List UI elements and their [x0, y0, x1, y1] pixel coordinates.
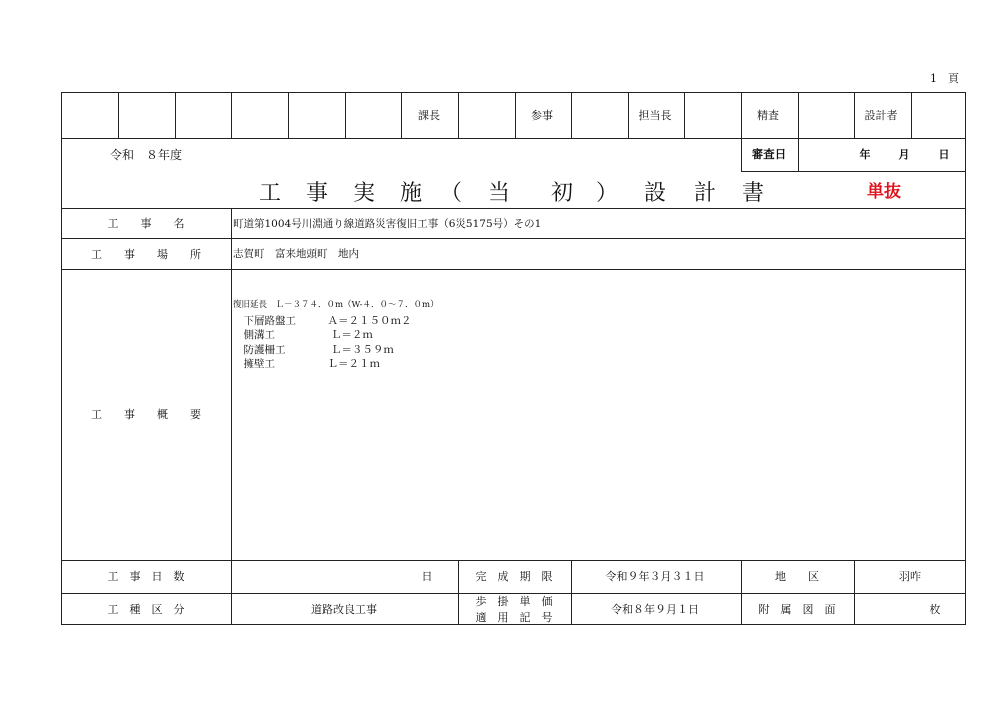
title-char: ） — [595, 180, 620, 206]
summary-line: 下層路盤工 Ａ＝２１５０ｍ２ — [233, 315, 412, 327]
title-char: 実 — [352, 180, 377, 206]
work-category-value: 道路改良工事 — [311, 603, 377, 616]
title-char: （ — [439, 180, 464, 206]
title-char: 書 — [741, 180, 766, 206]
location-label: 工 事 場 所 — [91, 247, 201, 261]
approval-label-inspection: 精査 — [757, 109, 779, 122]
location-value: 志賀町 富来地頭町 地内 — [233, 248, 359, 260]
attachments-unit: 枚 — [929, 603, 941, 616]
unit-price-value: 令和８年９月１日 — [611, 603, 699, 616]
badge-tan-batsu: 単抜 — [867, 181, 901, 202]
title-char: 初 — [550, 180, 575, 206]
attachments-label: 附 属 図 面 — [758, 603, 836, 616]
title-char: 計 — [693, 180, 718, 206]
title-char: 設 — [643, 180, 668, 206]
summary-line: 復旧延長 Ｌ－３７４．０m（W-４．０～７．０m） — [233, 300, 439, 310]
title-char: 当 — [487, 180, 512, 206]
work-name-value: 町道第1004号川淵通り線道路災害復旧工事（6災5175号）その1 — [233, 217, 542, 230]
approval-label-section-chief: 課長 — [418, 109, 440, 122]
district-label: 地 区 — [775, 570, 819, 583]
approval-label-designer: 設計者 — [864, 109, 898, 122]
approval-label-person-in-charge: 担当長 — [638, 109, 672, 122]
completion-deadline-value: 令和９年３月３１日 — [605, 570, 705, 583]
page-number: 1 頁 — [930, 72, 959, 85]
summary-line: 擁壁工 Ｌ＝２１ｍ — [233, 358, 380, 370]
review-month-label: 月 — [898, 148, 910, 161]
unit-price-label-line2: 適 用 記 号 — [475, 611, 553, 624]
title-char: 工 — [258, 180, 283, 206]
approval-label-counselor: 参事 — [531, 109, 553, 122]
review-date-label: 審査日 — [751, 147, 787, 161]
work-category-label: 工 種 区 分 — [107, 603, 185, 616]
summary-label: 工 事 概 要 — [91, 408, 201, 421]
design-form-frame — [61, 92, 966, 625]
work-days-label: 工 事 日 数 — [107, 570, 185, 583]
review-year-label: 年 — [859, 148, 871, 161]
work-days-unit: 日 — [421, 570, 433, 583]
completion-deadline-label: 完 成 期 限 — [475, 570, 553, 583]
unit-price-label-line1: 歩 掛 単 価 — [475, 595, 553, 608]
review-day-label: 日 — [938, 148, 950, 161]
district-value: 羽咋 — [899, 570, 921, 583]
summary-line: 側溝工 Ｌ＝２ｍ — [233, 329, 373, 341]
title-char: 施 — [399, 180, 424, 206]
title-char: 事 — [305, 180, 330, 206]
fiscal-year: 令和 ８年度 — [110, 147, 183, 162]
summary-line: 防護柵工 Ｌ＝３５９ｍ — [233, 344, 394, 356]
work-name-label: 工 事 名 — [107, 217, 185, 230]
